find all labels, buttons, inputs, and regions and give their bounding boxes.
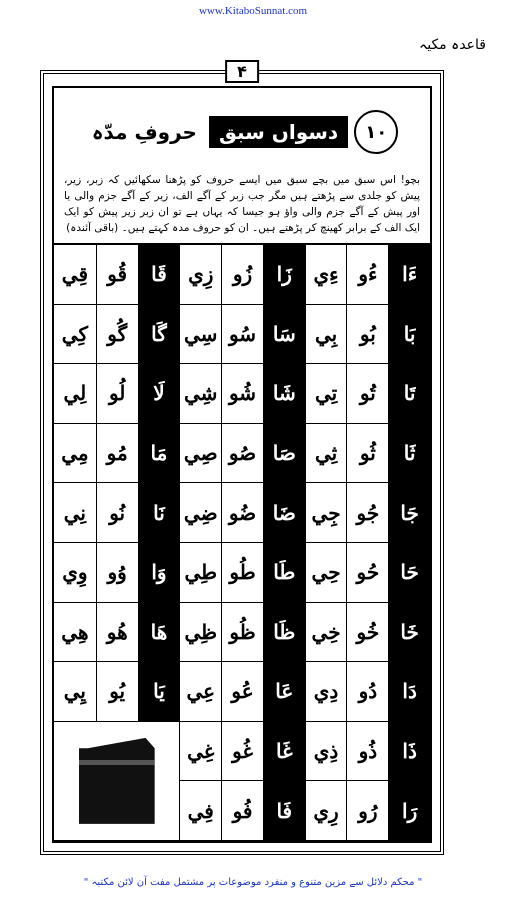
letter-cell: حِي <box>305 543 347 603</box>
letter-cell: خِي <box>305 603 347 663</box>
letter-cell: شَا <box>263 364 305 424</box>
letter-cell: بِي <box>305 305 347 365</box>
page-number: ۴ <box>225 60 259 83</box>
letter-cell: حَا <box>388 543 430 603</box>
lesson-panel <box>52 86 432 843</box>
letter-cell: رُو <box>346 781 388 841</box>
letter-cell: هِي <box>54 603 96 663</box>
letter-cell: فَا <box>263 781 305 841</box>
letter-cell: شُو <box>221 364 263 424</box>
letter-cell: قَا <box>138 245 180 305</box>
letter-cell: غِي <box>179 722 221 782</box>
letter-cell: مَا <box>138 424 180 484</box>
letter-cell: خُو <box>346 603 388 663</box>
letter-cell: ثِي <box>305 424 347 484</box>
letter-cell: صُو <box>221 424 263 484</box>
letter-cell: وِي <box>54 543 96 603</box>
letter-cell: ظُو <box>221 603 263 663</box>
letter-cell: ءِي <box>305 245 347 305</box>
letter-cell: کِي <box>54 305 96 365</box>
letter-cell: دَا <box>388 662 430 722</box>
letter-cell: عِي <box>179 662 221 722</box>
letter-cell: وَا <box>138 543 180 603</box>
letter-cell: عَا <box>263 662 305 722</box>
letter-cell: گَا <box>138 305 180 365</box>
letter-cell: قِي <box>54 245 96 305</box>
letter-cell: غُو <box>221 722 263 782</box>
letter-cell: وُو <box>96 543 138 603</box>
letter-cell: يُو <box>96 662 138 722</box>
footer-note: " محکم دلائل سے مزین متنوع و منفرد موضوعات پر مشتمل مفت آن لائن مکتبہ " <box>83 877 423 888</box>
book-title: قاعدہ مکیہ <box>419 37 486 53</box>
letter-cell: مُو <box>96 424 138 484</box>
letter-cell: صِي <box>179 424 221 484</box>
kaaba-illustration <box>54 722 179 841</box>
letter-cell: تِي <box>305 364 347 424</box>
kaaba-band <box>79 760 155 765</box>
letter-cell: هَا <box>138 603 180 663</box>
letter-cell: ثَا <box>388 424 430 484</box>
letter-cell: ثُو <box>346 424 388 484</box>
letter-cell: ذُو <box>346 722 388 782</box>
letter-cell: نَا <box>138 483 180 543</box>
letter-cell: رِي <box>305 781 347 841</box>
letter-cell: يِي <box>54 662 96 722</box>
letter-cell: ظَا <box>263 603 305 663</box>
site-url[interactable]: www.KitaboSunnat.com <box>198 5 308 17</box>
letter-cell: دِي <box>305 662 347 722</box>
lesson-title-row <box>54 110 430 154</box>
letter-cell: بُو <box>346 305 388 365</box>
letter-cell: زُو <box>221 245 263 305</box>
letter-cell: زَا <box>263 245 305 305</box>
letters-grid <box>54 245 430 841</box>
letter-cell: رَا <box>388 781 430 841</box>
letter-cell: ءَا <box>388 245 430 305</box>
letter-cell: لَا <box>138 364 180 424</box>
letter-cell: جُو <box>346 483 388 543</box>
letter-cell: طِي <box>179 543 221 603</box>
letter-cell: ضُو <box>221 483 263 543</box>
lesson-header <box>54 88 430 245</box>
letter-cell: ءُو <box>346 245 388 305</box>
page-frame <box>40 62 444 855</box>
letter-cell: غَا <box>263 722 305 782</box>
letter-cell: ظِي <box>179 603 221 663</box>
letter-cell: طَا <box>263 543 305 603</box>
letter-cell: نُو <box>96 483 138 543</box>
letter-cell: فُو <box>221 781 263 841</box>
lesson-label: دسواں سبق <box>209 116 348 148</box>
letter-cell: ضِي <box>179 483 221 543</box>
letter-cell: ضَا <box>263 483 305 543</box>
letter-cell: يَا <box>138 662 180 722</box>
letter-cell: سِي <box>179 305 221 365</box>
letter-cell: خَا <box>388 603 430 663</box>
kaaba-icon <box>79 738 155 824</box>
letter-cell: نِي <box>54 483 96 543</box>
letter-cell: طُو <box>221 543 263 603</box>
letter-cell: لِي <box>54 364 96 424</box>
letter-cell: جَا <box>388 483 430 543</box>
letter-cell: مِي <box>54 424 96 484</box>
letter-cell: ذَا <box>388 722 430 782</box>
letter-cell: سُو <box>221 305 263 365</box>
letter-cell: لُو <box>96 364 138 424</box>
letter-cell: فِي <box>179 781 221 841</box>
letter-cell: حُو <box>346 543 388 603</box>
letter-cell: جِي <box>305 483 347 543</box>
letter-cell: بَا <box>388 305 430 365</box>
letter-cell: سَا <box>263 305 305 365</box>
letter-cell: قُو <box>96 245 138 305</box>
lesson-name: حروفِ مدّہ <box>91 120 197 144</box>
letter-cell: تَا <box>388 364 430 424</box>
letter-cell: زِي <box>179 245 221 305</box>
letter-cell: شِي <box>179 364 221 424</box>
lesson-instructions: بچو! اس سبق میں بچے سبق میں ایسے حروف کو پڑھنا سکھائیں کہ زبر، زیر، پیش کو جلدی سے پڑھتے ہیں مگر جب زبر کے آگے الف، زیر کے آگے جزم والی یا اور پیش کے آگے جزم والی واؤ ہو جیسا کہ یہاں ہے تو ان زبر زیر پیش کو ایک ایک الف کے برابر کھینچ کر پڑھتے ہیں۔ ان کو حروف مدہ کہتے ہیں۔ (باقی آئندہ) <box>64 174 420 234</box>
lesson-number-badge: ۱۰ <box>354 110 398 154</box>
letter-cell: دُو <box>346 662 388 722</box>
letter-cell: هُو <box>96 603 138 663</box>
letter-cell: صَا <box>263 424 305 484</box>
letter-cell: تُو <box>346 364 388 424</box>
letter-cell: ذِي <box>305 722 347 782</box>
letter-cell: عُو <box>221 662 263 722</box>
letter-cell: گُو <box>96 305 138 365</box>
